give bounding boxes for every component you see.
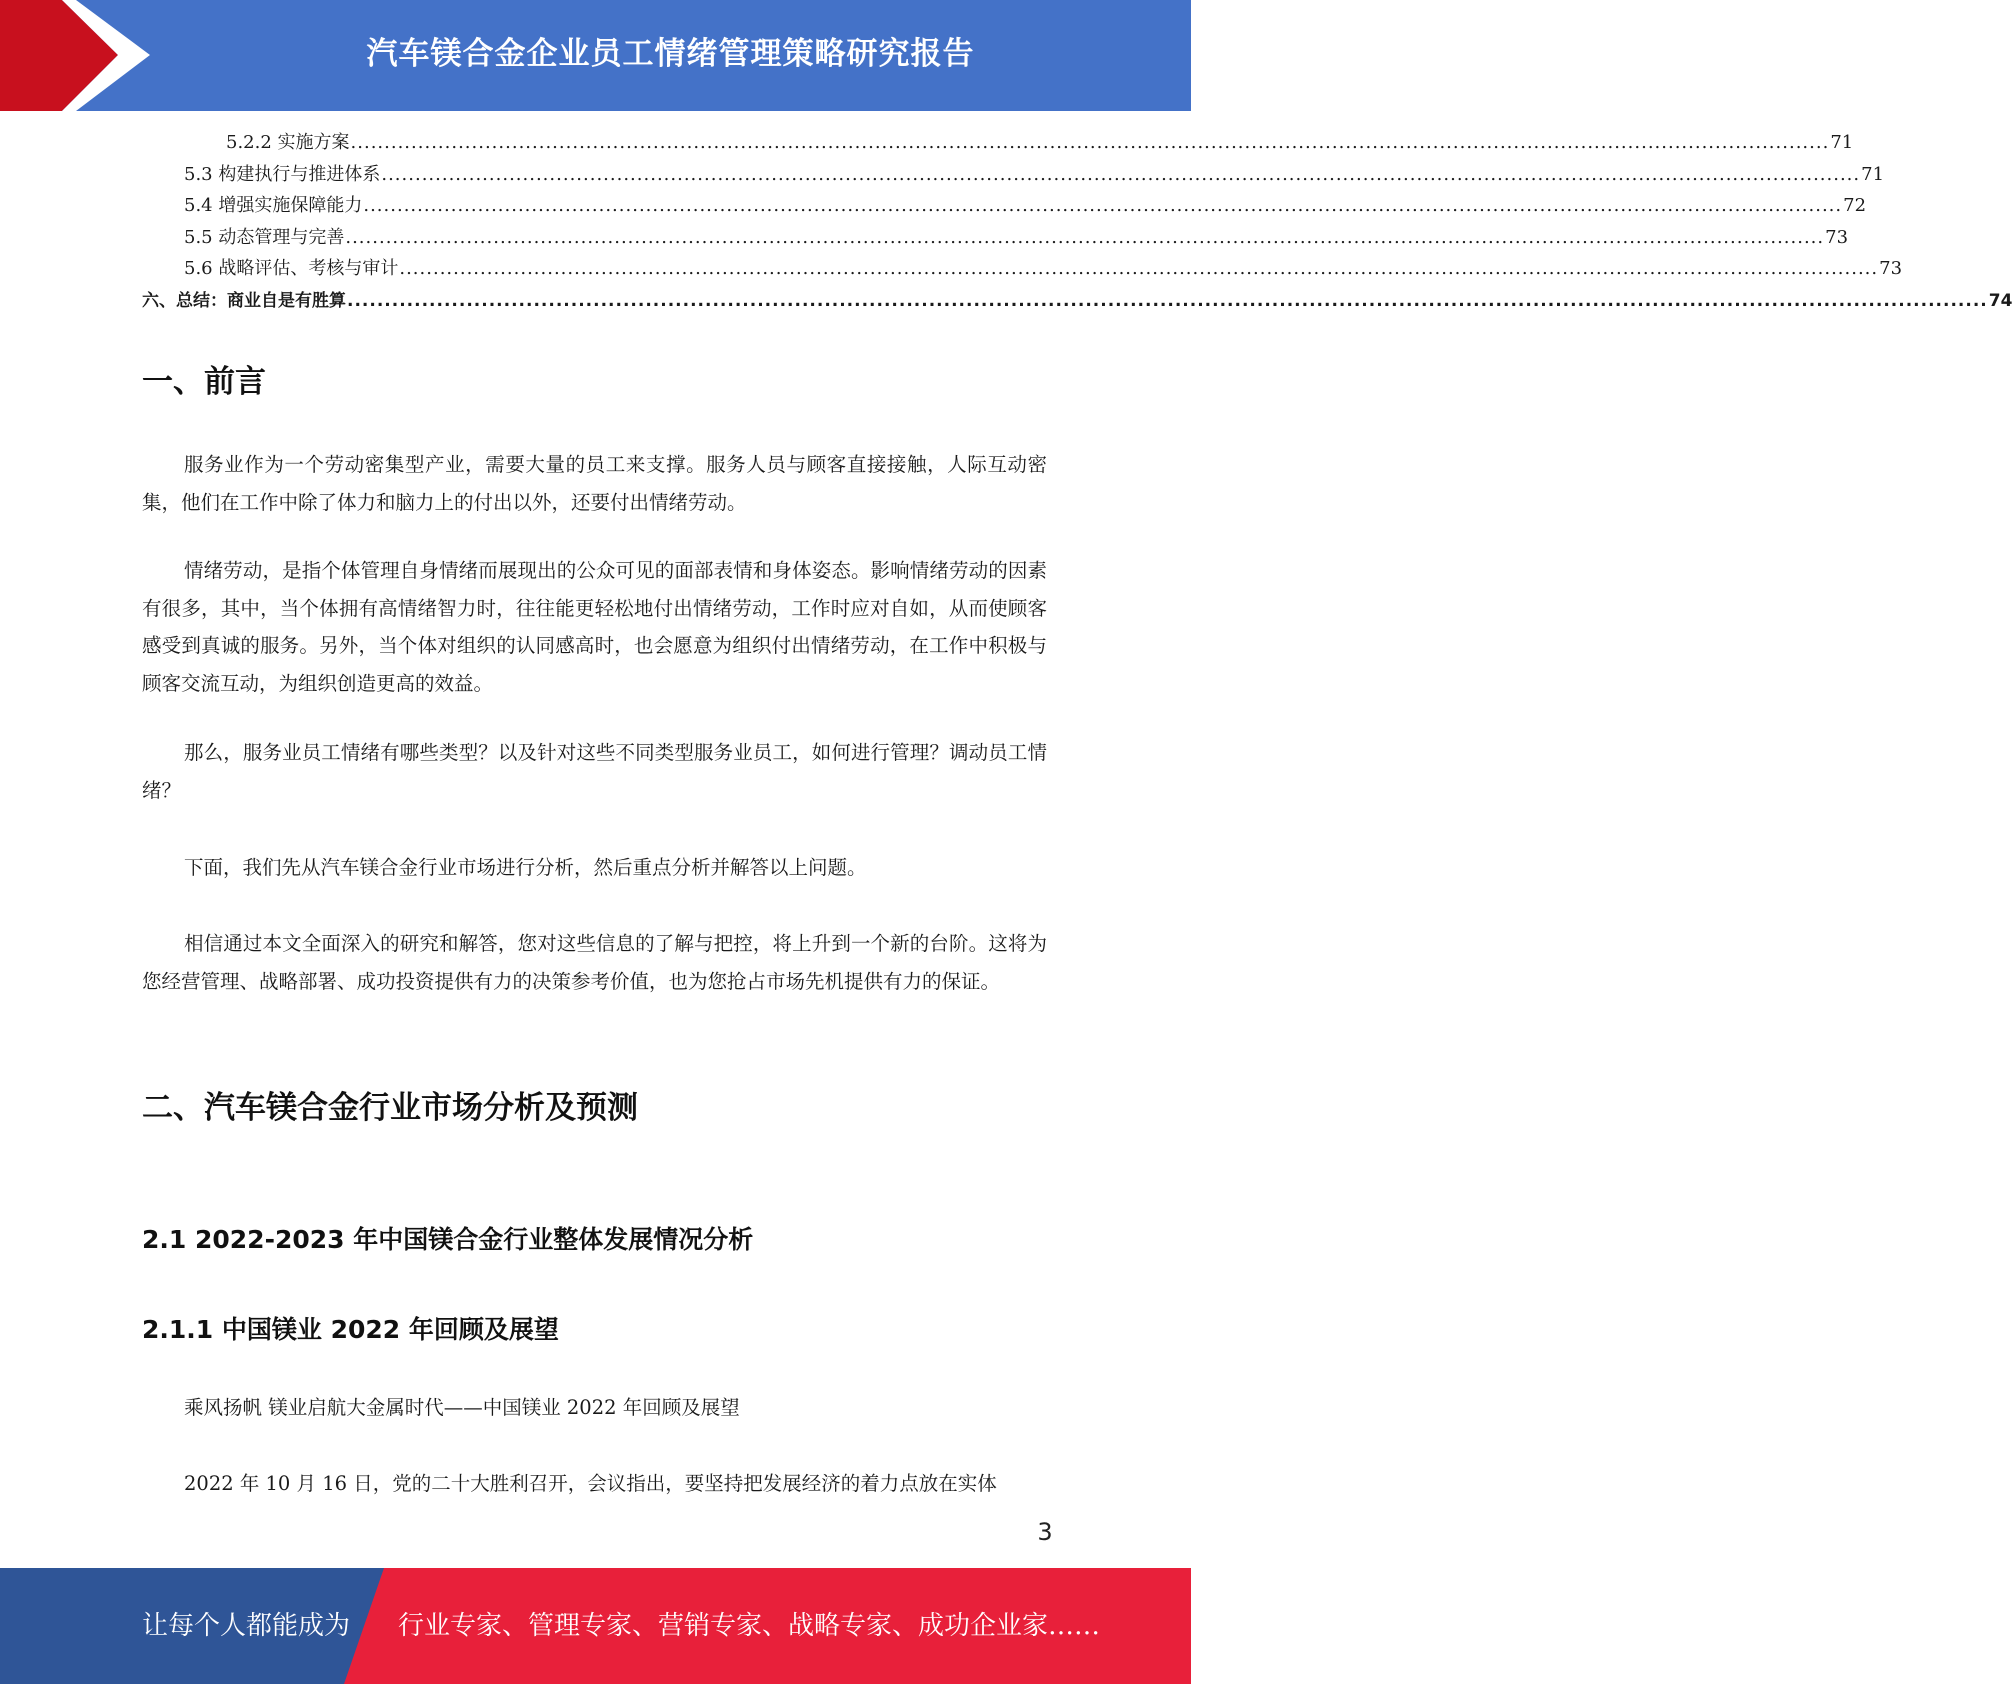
- section-heading-preface: 一、前言: [142, 364, 266, 400]
- toc-leader-dots: ............................................................................................................................................................................................................................: [399, 258, 1879, 279]
- page-footer: [0, 1568, 1191, 1684]
- subsection-heading-2-1: 2.1 2022-2023 年中国镁合金行业整体发展情况分析: [142, 1225, 754, 1254]
- toc-entry-label: 5.6 战略评估、考核与审计: [184, 258, 399, 279]
- toc-entry-label: 5.4 增强实施保障能力: [184, 195, 363, 216]
- table-of-contents: [142, 128, 2012, 317]
- toc-entry[interactable]: [142, 191, 1867, 223]
- section-heading-market-analysis: 二、汽车镁合金行业市场分析及预测: [142, 1090, 638, 1126]
- toc-entry-page: 71: [1861, 163, 1885, 185]
- toc-entry[interactable]: [142, 223, 1849, 255]
- toc-entry[interactable]: [142, 128, 1854, 160]
- toc-entry-page: 71: [1830, 132, 1854, 153]
- toc-leader-dots: ............................................................................................................................................................................................................................: [347, 290, 1988, 311]
- subsection-heading-2-1-1: 2.1.1 中国镁业 2022 年回顾及展望: [142, 1315, 559, 1344]
- toc-entry-label: 5.3 构建执行与推进体系: [184, 163, 381, 185]
- toc-entry-label: 六、总结：商业自是有胜算: [142, 290, 346, 311]
- toc-leader-dots: ............................................................................................................................................................................................................................: [381, 163, 1861, 185]
- toc-entry-label: 5.2.2 实施方案: [226, 132, 350, 153]
- body-paragraph: 下面，我们先从汽车镁合金行业市场进行分析，然后重点分析并解答以上问题。: [184, 856, 867, 879]
- body-paragraph: 相信通过本文全面深入的研究和解答，您对这些信息的了解与把控，将上升到一个新的台阶。这将为您经营管理、战略部署、成功投资提供有力的决策参考价值，也为您抢占市场先机提供有力的保证。: [142, 932, 1047, 993]
- toc-entry-page: 72: [1843, 195, 1867, 216]
- toc-entry-page: 74: [1988, 290, 2012, 311]
- footer-slogan-left: 让每个人都能成为: [142, 1611, 351, 1641]
- document-title: 汽车镁合金企业员工情绪管理策略研究报告: [366, 35, 975, 72]
- toc-entry-page: 73: [1825, 226, 1849, 248]
- toc-leader-dots: ............................................................................................................................................................................................................................: [350, 132, 1830, 153]
- toc-entry[interactable]: [142, 286, 2012, 318]
- toc-entry[interactable]: [142, 160, 1885, 192]
- toc-leader-dots: ............................................................................................................................................................................................................................: [363, 195, 1843, 216]
- body-paragraph: 乘风扬帆 镁业启航大金属时代——中国镁业 2022 年回顾及展望: [184, 1396, 740, 1419]
- body-paragraph: 服务业作为一个劳动密集型产业，需要大量的员工来支撑。服务人员与顾客直接接触，人际互动密集，他们在工作中除了体力和脑力上的付出以外，还要付出情绪劳动。: [142, 453, 1047, 514]
- header-arrow-decoration: [0, 0, 160, 111]
- body-paragraph: 2022 年 10 月 16 日，党的二十大胜利召开，会议指出，要坚持把发展经济的着力点放在实体: [184, 1472, 997, 1495]
- toc-entry-label: 5.5 动态管理与完善: [184, 226, 345, 248]
- page-number: 3: [1037, 1518, 1053, 1546]
- toc-entry-page: 73: [1879, 258, 1903, 279]
- footer-slogan-right: 行业专家、管理专家、营销专家、战略专家、成功企业家……: [398, 1611, 1101, 1641]
- body-paragraph: 那么，服务业员工情绪有哪些类型？以及针对这些不同类型服务业员工，如何进行管理？调动员工情绪？: [142, 741, 1047, 802]
- body-paragraph: 情绪劳动，是指个体管理自身情绪而展现出的公众可见的面部表情和身体姿态。影响情绪劳动的因素有很多，其中，当个体拥有高情绪智力时，往往能更轻松地付出情绪劳动，工作时应对自如，从而使顾客感受到真诚的服务。另外，当个体对组织的认同感高时，也会愿意为组织付出情绪劳动，在工作中积极与顾客交流互动，为组织创造更高的效益。: [142, 559, 1047, 695]
- toc-entry[interactable]: [142, 254, 1903, 286]
- toc-leader-dots: ............................................................................................................................................................................................................................: [345, 226, 1825, 248]
- page-header: [0, 0, 1191, 111]
